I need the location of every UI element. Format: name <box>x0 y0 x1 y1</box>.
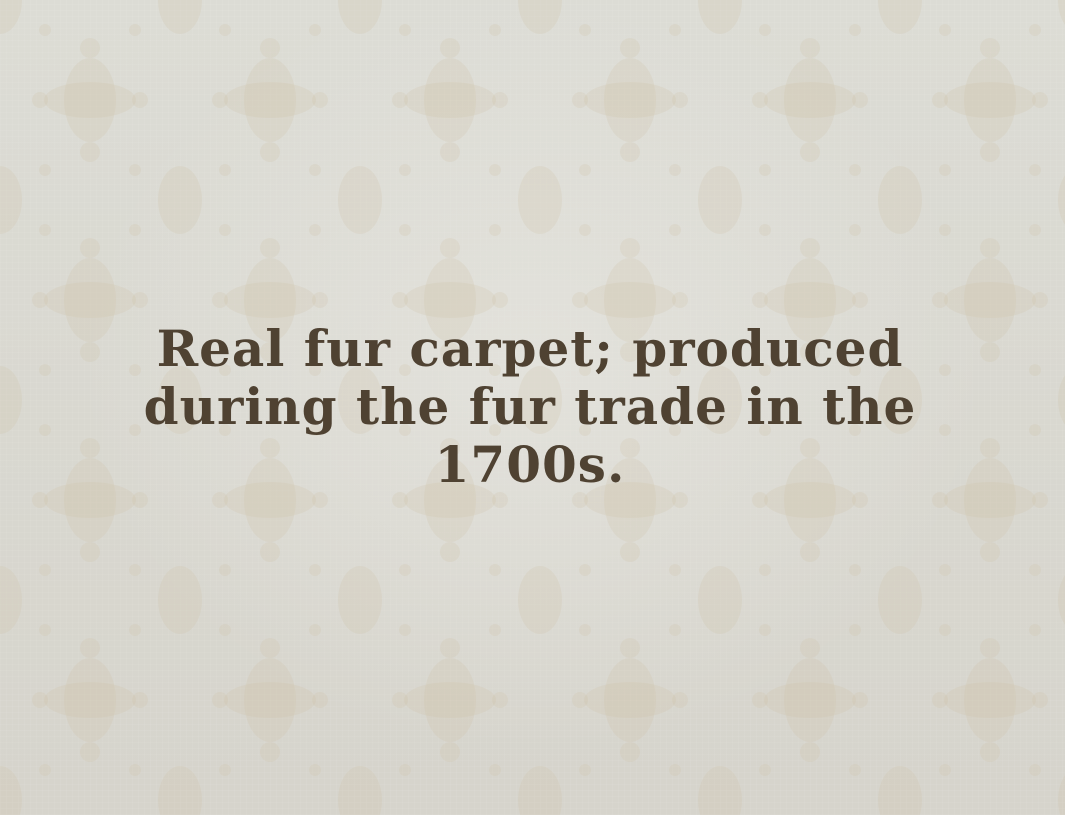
slide-caption: Real fur carpet; produced during the fur trade in the 1700s. <box>143 319 917 494</box>
